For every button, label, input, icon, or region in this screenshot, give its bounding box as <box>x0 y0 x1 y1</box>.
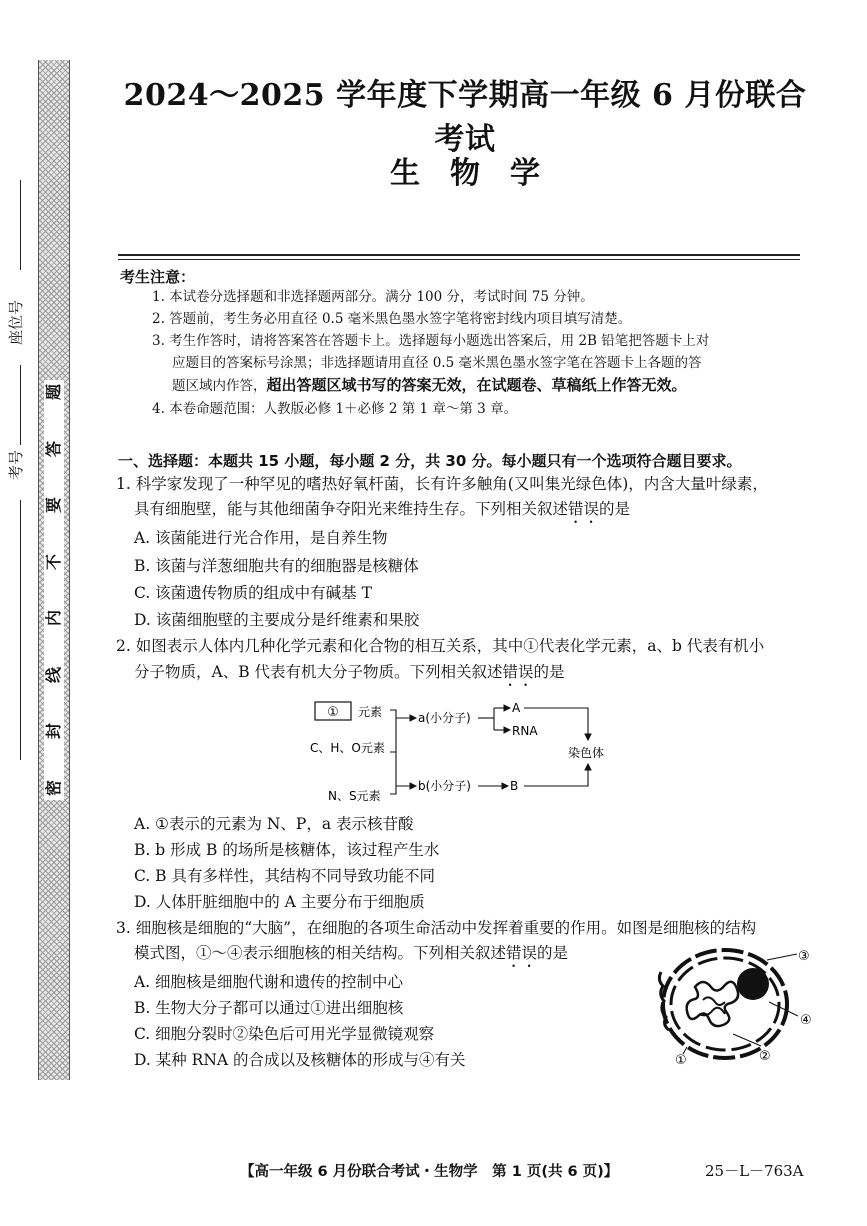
label-4: ④ <box>800 1013 812 1028</box>
section-heading: 一、选择题：本题共 15 小题，每小题 2 分，共 30 分。每小题只有一个选项符合题目要求。 <box>118 452 742 470</box>
notice-warning: 超出答题区域书写的答案无效，在试题卷、草稿纸上作答无效。 <box>266 376 687 394</box>
header-rule-thin <box>118 259 800 260</box>
notice-item-4: 4. 本卷命题范围：人教版必修 1＋必修 2 第 1 章～第 3 章。 <box>152 401 518 417</box>
seal-line-text: 题 答 要 不 内 线 封 密 <box>44 380 64 800</box>
q1-stem-1: 1. 科学家发现了一种罕见的嗜热好氧杆菌，长有许多触角(又叫集光绿色体)，内含大量叶绿素， <box>116 475 768 493</box>
footer-code: 25－L－763A <box>705 1162 804 1180</box>
q2-option-b: B. b 形成 B 的场所是核糖体，该过程产生水 <box>134 841 440 859</box>
q1-option-c: C. 该菌遗传物质的组成中有碱基 T <box>134 584 372 602</box>
notice-item-3: 3. 考生作答时，请将答案答在答题卡上。选择题每小题选出答案后，用 2B 铅笔把答题卡上对 <box>152 333 710 349</box>
q3-stem-1: 3. 细胞核是细胞的“大脑”，在细胞的各项生命活动中发挥着重要的作用。如图是细胞核的结构 <box>116 919 757 937</box>
q2-diagram <box>300 690 630 810</box>
nucleus-diagram <box>655 942 830 1067</box>
q1-option-b: B. 该菌与洋葱细胞共有的细胞器是核糖体 <box>134 557 419 575</box>
notice-item-3-end: 题区域内作答，超出答题区域书写的答案无效，在试题卷、草稿纸上作答无效。 <box>172 376 687 394</box>
diagram-elem-top: 元素 <box>358 705 383 719</box>
notice-item-3-cont: 应题目的答案标号涂黑；非选择题请用直径 0.5 毫米黑色墨水签字笔在答题卡上各题的答 <box>172 355 702 371</box>
exam-no-line <box>20 365 21 445</box>
seat-label: 座位号 <box>7 299 25 345</box>
header-rule <box>118 254 800 256</box>
diagram-a: a(小分子) <box>418 711 471 725</box>
exam-title: 2024～2025 学年度下学期高一年级 6 月份联合考试 <box>123 78 807 157</box>
q3-option-b: B. 生物大分子都可以通过①进出细胞核 <box>134 999 404 1017</box>
notice-item-2: 2. 答题前，考生务必用直径 0.5 毫米黑色墨水签字笔将密封线内项目填写清楚。 <box>152 311 632 327</box>
seat-line <box>20 180 21 270</box>
notice-title: 考生注意： <box>120 268 196 286</box>
nucleolus <box>737 968 769 1000</box>
nuclear-envelope <box>663 950 787 1058</box>
q3-option-d: D. 某种 RNA 的合成以及核糖体的形成与④有关 <box>134 1051 466 1069</box>
diagram-chromosome: 染色体 <box>568 746 605 760</box>
q1-stem-2: 具有细胞壁，能与其他细菌争夺阳光来维持生存。下列相关叙述错误的是 <box>134 500 631 518</box>
q2-stem-1: 2. 如图表示人体内几种化学元素和化合物的相互关系，其中①代表化学元素，a、b 代表有机小 <box>116 637 765 655</box>
diagram-box-label: ① <box>327 705 339 720</box>
diagram-b: b(小分子) <box>418 779 471 793</box>
subject-title: 生物学 <box>390 156 570 191</box>
q1-option-d: D. 该菌细胞壁的主要成分是纤维素和果胶 <box>134 611 420 629</box>
label-1: ① <box>675 1053 687 1067</box>
chromatin <box>687 982 738 1026</box>
name-line <box>20 500 21 760</box>
diagram-A: A <box>512 701 521 715</box>
diagram-RNA: RNA <box>512 724 538 738</box>
footer-page-info: 【高一年级 6 月份联合考试・生物学 第 1 页(共 6 页)】 <box>240 1164 619 1180</box>
q2-option-a: A. ①表示的元素为 N、P，a 表示核苷酸 <box>134 815 414 833</box>
diagram-elem-bot: N、S元素 <box>328 789 381 803</box>
label-3: ③ <box>798 949 810 964</box>
q3-option-c: C. 细胞分裂时②染色后可用光学显微镜观察 <box>134 1025 435 1043</box>
q1-option-a: A. 该菌能进行光合作用，是自养生物 <box>134 529 388 547</box>
exam-no-label: 考号 <box>7 449 25 480</box>
q3-option-a: A. 细胞核是细胞代谢和遗传的控制中心 <box>134 973 404 991</box>
q2-stem-2: 分子物质，A、B 代表有机大分子物质。下列相关叙述错误的是 <box>134 663 565 681</box>
diagram-elem-mid: C、H、O元素 <box>310 741 385 755</box>
q2-option-d: D. 人体肝脏细胞中的 A 主要分布于细胞质 <box>134 893 425 911</box>
label-2: ② <box>759 1049 771 1064</box>
notice-item-1: 1. 本试卷分选择题和非选择题两部分。满分 100 分，考试时间 75 分钟。 <box>152 289 594 305</box>
diagram-B: B <box>510 779 519 793</box>
q3-stem-2: 模式图，①～④表示细胞核的相关结构。下列相关叙述错误的是 <box>134 944 569 962</box>
q2-option-c: C. B 具有多样性，其结构不同导致功能不同 <box>134 867 435 885</box>
